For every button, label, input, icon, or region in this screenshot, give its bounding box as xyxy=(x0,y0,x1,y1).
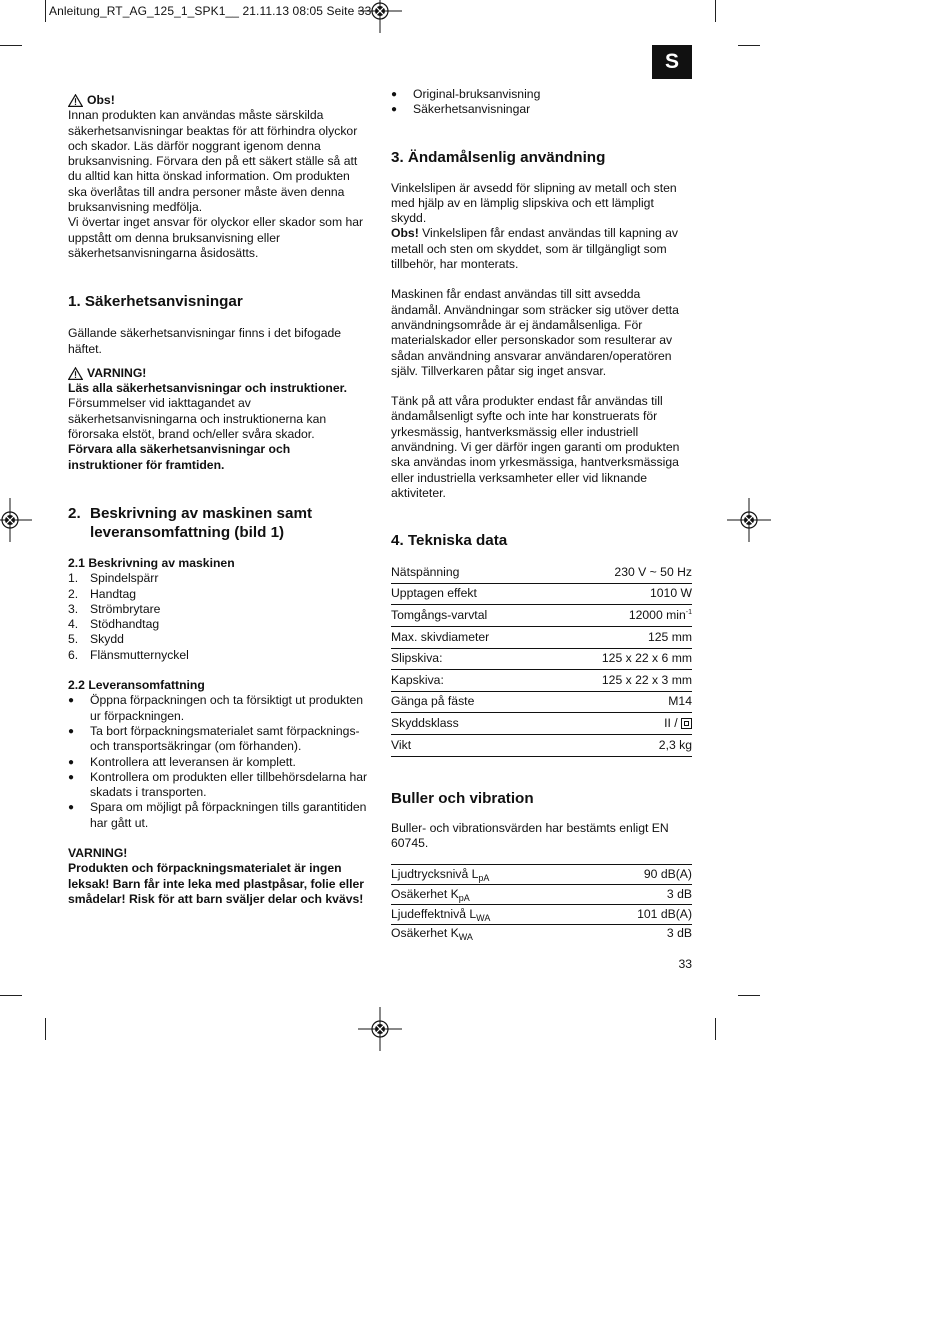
list-item xyxy=(68,602,368,617)
warning-bold-1: Läs alla säkerhetsanvisningar och instruktioner. xyxy=(68,381,348,396)
noise-table xyxy=(391,864,692,943)
spec-value-text: II / xyxy=(664,716,681,731)
spec-label: Upptagen effekt xyxy=(391,583,548,605)
noise-label-sub: pA xyxy=(458,892,470,903)
table-row xyxy=(391,734,692,756)
spec-label: Nätspänning xyxy=(391,562,548,583)
warning-2-title: VARNING! xyxy=(68,845,128,860)
page-number: 33 xyxy=(678,957,692,971)
bullet-icon: ● xyxy=(68,802,75,814)
noise-text: Buller- och vibrationsvärden har bestämts enligt EN 60745. xyxy=(391,820,669,850)
bullet-icon: ● xyxy=(68,695,75,707)
warning-heading xyxy=(68,366,368,381)
section-2-heading xyxy=(68,504,368,542)
noise-label xyxy=(391,884,585,904)
table-row xyxy=(391,904,692,924)
table-row xyxy=(391,605,692,627)
noise-value: 3 dB xyxy=(585,884,692,904)
noise-label xyxy=(391,924,585,943)
table-row xyxy=(391,884,692,904)
item-text: Öppna förpackningen och ta försiktigt ut produkten ur förpackningen. xyxy=(90,693,364,723)
spec-label: Vikt xyxy=(391,734,548,756)
item-number: 6. xyxy=(68,647,79,662)
section-2-title: Beskrivning av maskinen samt leveransomfattning (bild 1) xyxy=(90,504,313,541)
spec-value xyxy=(548,605,692,627)
warning-bold-2: Förvara alla säkerhetsanvisningar och instruktioner för framtiden. xyxy=(68,442,291,472)
registration-mark-icon xyxy=(358,1007,402,1051)
item-label: Handtag xyxy=(90,586,137,601)
item-number: 1. xyxy=(68,571,79,586)
list-item xyxy=(68,755,368,770)
noise-label-text: Osäkerhet K xyxy=(391,886,459,901)
obs-text: Vinkelslipen får endast användas till kapning av metall och sten om skyddet, som är tillgängligt som tillbehör, har monterats. xyxy=(391,226,679,272)
print-slug-header: Anleitung_RT_AG_125_1_SPK1__ 21.11.13 08:05 Seite 33 xyxy=(49,4,372,18)
spec-label: Skyddsklass xyxy=(391,713,548,735)
item-text: Spara om möjligt på förpackningen tills garantitiden har gått ut. xyxy=(90,800,367,830)
list-item xyxy=(391,87,692,102)
section-3-paragraph-3: Tänk på att våra produkter endast får användas till ändamålsenligt syfte och inte har konstruerats för yrkesmässig, hantverksmässig eller industriell användning. Vi ger därför ingen garanti om produkten ska användas inom yrkesmässiga, hantverksmässiga eller industriella verksamheter eller vid liknande aktiviteter. xyxy=(391,394,680,500)
section-3-title: 3. Ändamålsenlig användning xyxy=(391,148,606,166)
noise-value: 101 dB(A) xyxy=(585,904,692,924)
noise-label xyxy=(391,865,585,885)
item-label: Flänsmutternyckel xyxy=(90,647,189,662)
noise-label-sub: pA xyxy=(478,872,490,883)
warning-2-text: Produkten och förpackningsmaterialet är ingen leksak! Barn får inte leka med plastpåsar, folie eller smådelar! Risk för att barn sväljer delar och kvävs! xyxy=(68,861,365,906)
list-item xyxy=(68,648,368,663)
spec-value: 2,3 kg xyxy=(548,734,692,756)
obs-title: Obs! xyxy=(87,93,115,107)
table-row xyxy=(391,583,692,605)
noise-label-text: Ljudtrycksnivå L xyxy=(391,866,479,881)
item-number: 2. xyxy=(68,586,79,601)
list-item xyxy=(68,632,368,647)
noise-label-text: Osäkerhet K xyxy=(391,926,459,941)
spec-value: 1010 W xyxy=(548,583,692,605)
item-label: Skydd xyxy=(90,632,124,647)
warning-text: Försummelser vid iakttagandet av säkerhetsanvisningarna och instruktionerna kan förorsaka elstöt, brand och/eller svåra skador. xyxy=(68,396,327,442)
documents-list xyxy=(391,87,692,118)
spec-label: Kapskiva: xyxy=(391,670,548,692)
spec-label: Slipskiva: xyxy=(391,648,548,670)
left-column xyxy=(68,93,368,907)
item-label: Strömbrytare xyxy=(90,601,161,616)
list-item xyxy=(68,617,368,632)
crop-mark xyxy=(715,0,716,22)
noise-label xyxy=(391,904,585,924)
item-text: Kontrollera om produkten eller tillbehörsdelarna har skadats i transporten. xyxy=(90,769,368,800)
bullet-icon: ● xyxy=(68,756,75,768)
list-item xyxy=(68,571,368,586)
spec-label: Max. skivdiameter xyxy=(391,627,548,649)
noise-title: Buller och vibration xyxy=(391,789,534,807)
spec-value: 125 mm xyxy=(548,627,692,649)
section-1-title: 1. Säkerhetsanvisningar xyxy=(68,293,243,311)
section-2-number: 2. xyxy=(68,504,81,522)
section-4-title: 4. Tekniska data xyxy=(391,532,508,550)
bullet-icon: ● xyxy=(68,771,75,783)
spec-value: 125 x 22 x 6 mm xyxy=(548,648,692,670)
technical-data-table xyxy=(391,562,692,756)
noise-label-sub: WA xyxy=(476,912,491,923)
spec-value: 230 V ~ 50 Hz xyxy=(548,562,692,583)
crop-mark xyxy=(0,45,22,46)
section-2-2-title: 2.2 Leveransomfattning xyxy=(68,678,205,693)
warning-triangle-icon xyxy=(68,367,83,380)
noise-label-sub: WA xyxy=(458,932,473,943)
obs-text: Innan produkten kan användas måste särskilda säkerhetsanvisningar beaktas för att förhindra olyckor och skador. Läs därför noggrant igenom denna bruksanvisning. Förvara den på ett säkert ställe så att du alltid kan hitta önskad information. Om produkten ska överlåtas till andra personer måste även denna bruksanvisning medfölja. xyxy=(68,108,358,215)
list-item xyxy=(68,770,368,801)
bullet-icon: ● xyxy=(391,104,398,116)
obs-heading xyxy=(68,93,368,108)
crop-mark xyxy=(738,995,760,996)
list-item xyxy=(391,102,692,117)
warning-triangle-icon xyxy=(68,94,83,107)
noise-value: 90 dB(A) xyxy=(585,865,692,885)
spec-value-text: 12000 min xyxy=(628,608,686,623)
item-number: 5. xyxy=(68,632,79,647)
table-row xyxy=(391,648,692,670)
crop-mark xyxy=(738,45,760,46)
noise-label-text: Ljudeffektnivå L xyxy=(391,906,477,921)
registration-mark-icon xyxy=(727,498,771,542)
protection-class-icon xyxy=(681,718,692,729)
crop-mark xyxy=(45,0,46,22)
item-text: Original-bruksanvisning xyxy=(413,87,541,101)
item-text: Ta bort förpackningsmaterialet samt förpacknings- och transportsäkringar (om förhanden). xyxy=(90,723,360,754)
table-row xyxy=(391,713,692,735)
section-1-text: Gällande säkerhetsanvisningar finns i det bifogade häftet. xyxy=(68,326,342,356)
table-row xyxy=(391,562,692,583)
section-3-obs xyxy=(391,226,692,272)
bullet-icon: ● xyxy=(391,89,398,100)
list-item xyxy=(68,800,368,831)
parts-list xyxy=(68,571,368,663)
spec-value xyxy=(548,713,692,735)
item-number: 4. xyxy=(68,617,79,632)
bullet-icon: ● xyxy=(68,725,75,737)
warning-title: VARNING! xyxy=(87,365,147,380)
spec-label: Gänga på fäste xyxy=(391,691,548,713)
table-row xyxy=(391,691,692,713)
table-row xyxy=(391,670,692,692)
item-label: Spindelspärr xyxy=(90,571,159,586)
section-3-paragraph-2: Maskinen får endast användas till sitt avsedda ändamål. Användningar som sträcker sig utöver detta användningsområde är ej ändamålsenliga. För materialskador eller personskador som resulterar av sådan användning ansvarar användaren/operatören själv. Tillverkaren påtar sig inget ansvar. xyxy=(391,287,679,378)
right-column xyxy=(391,87,692,943)
list-item xyxy=(68,724,368,755)
section-2-1-title: 2.1 Beskrivning av maskinen xyxy=(68,555,235,570)
crop-mark xyxy=(45,1018,46,1040)
spec-label: Tomgångs-varvtal xyxy=(391,605,548,627)
registration-mark-icon xyxy=(0,498,32,542)
spec-value: M14 xyxy=(548,691,692,713)
table-row xyxy=(391,865,692,885)
table-row xyxy=(391,924,692,943)
item-text: Kontrollera att leveransen är komplett. xyxy=(90,754,296,769)
item-label: Stödhandtag xyxy=(90,617,160,632)
registration-mark-icon xyxy=(358,0,402,33)
spec-value: 125 x 22 x 3 mm xyxy=(548,670,692,692)
item-number: 3. xyxy=(68,601,79,616)
crop-mark xyxy=(715,1018,716,1040)
obs-text-2: Vi övertar inget ansvar för olyckor eller skador som har uppstått om denna bruksanvisning eller säkerhetsanvisningarna åsidosätts. xyxy=(68,215,364,260)
list-item xyxy=(68,587,368,602)
obs-label: Obs! xyxy=(391,226,419,241)
item-text: Säkerhetsanvisningar xyxy=(413,102,531,117)
list-item xyxy=(68,693,368,724)
language-tab: S xyxy=(652,45,692,79)
spec-value-exponent: -1 xyxy=(685,609,692,617)
delivery-list xyxy=(68,693,368,831)
section-3-paragraph-1: Vinkelslipen är avsedd för slipning av metall och sten med hjälp av en lämplig slipskiva och ett lämpligt skydd. xyxy=(391,180,677,226)
noise-value: 3 dB xyxy=(666,926,692,941)
crop-mark xyxy=(0,995,22,996)
table-row xyxy=(391,627,692,649)
